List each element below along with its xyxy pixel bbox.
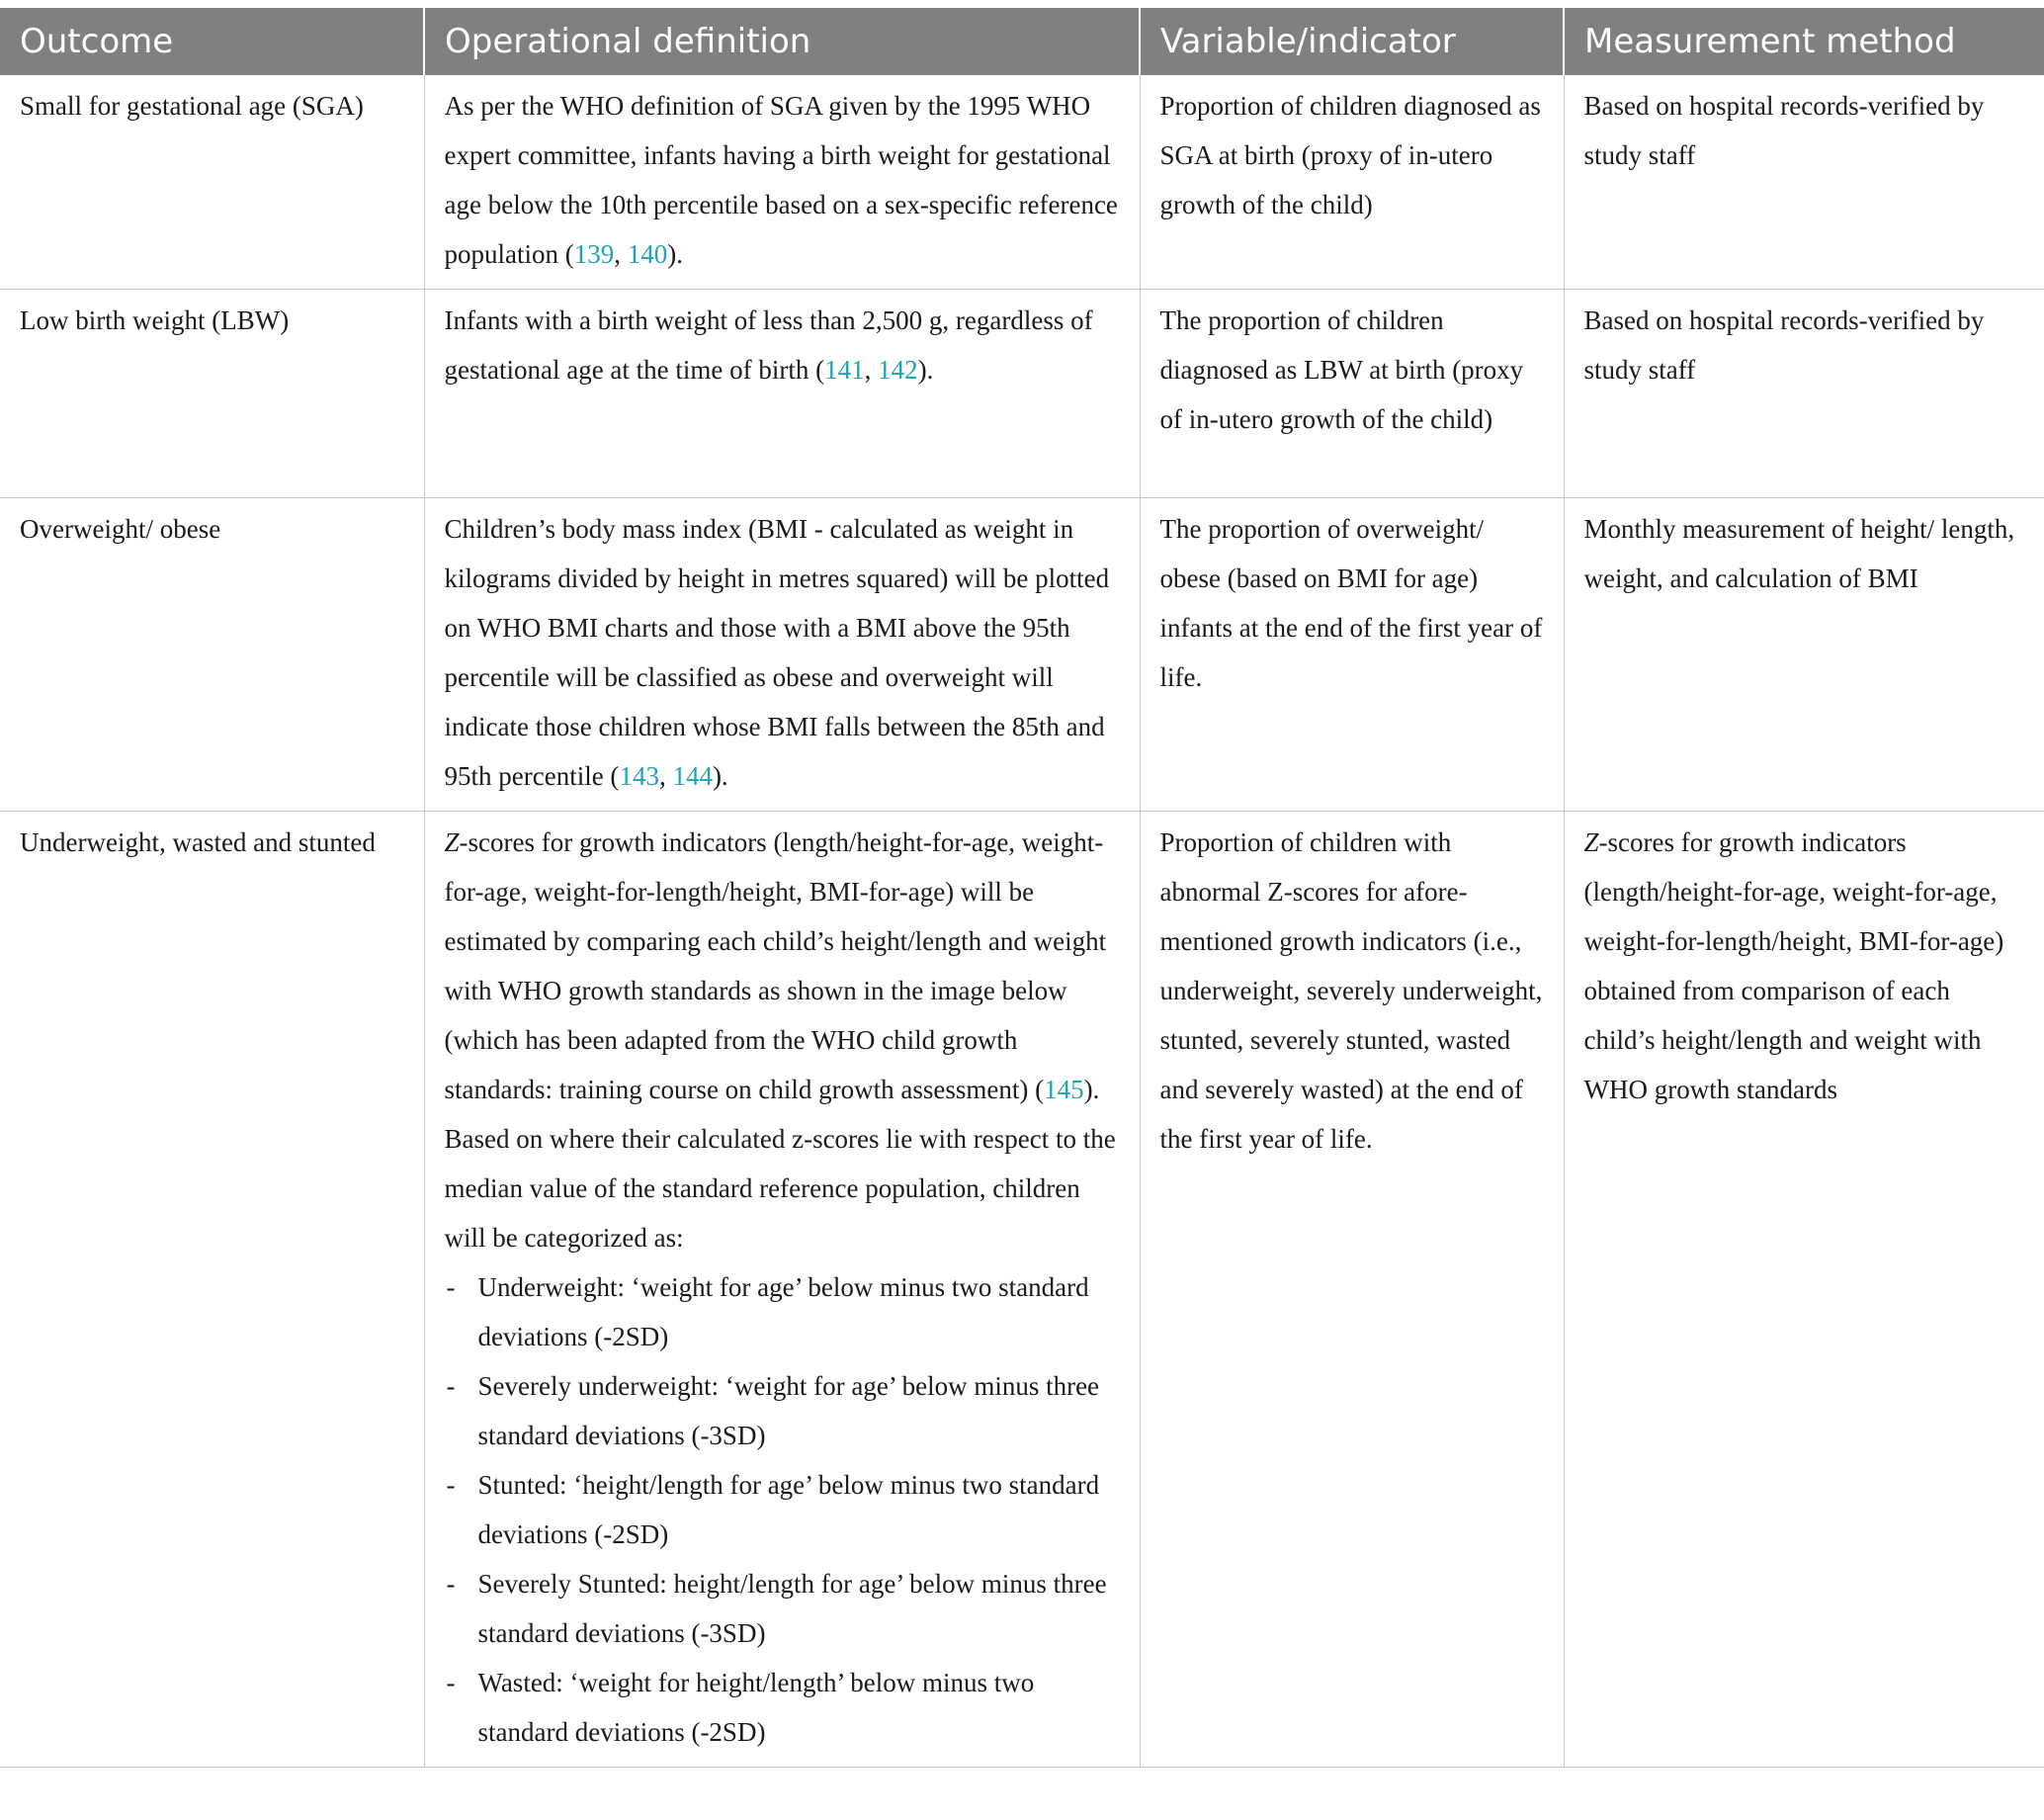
outcomes-table bbox=[0, 8, 2044, 1768]
definition-text: -scores for growth indicators (length/height-for-age, weight-for-age, weight-for-length/height, BMI-for-age) will be estimated by comparing each child’s height/length and weight with WHO growth standards as shown in the image below (which has been adapted from the WHO child growth standards: training course on child growth assessment) ( bbox=[444, 827, 1107, 1104]
list-item: - Severely underweight: ‘weight for age’ below minus three standard deviations (-3SD) bbox=[445, 1361, 1120, 1460]
header-row bbox=[0, 8, 2044, 75]
cell-indicator: The proportion of children diagnosed as LBW at birth (proxy of in-utero growth of the child) bbox=[1140, 290, 1564, 498]
header-operational-definition: Operational definition bbox=[424, 8, 1140, 75]
table-body bbox=[0, 75, 2044, 1768]
reference-link[interactable]: 141 bbox=[824, 355, 865, 385]
cell-definition bbox=[424, 812, 1140, 1768]
table-header bbox=[0, 8, 2044, 75]
z-symbol: Z bbox=[1583, 827, 1599, 857]
header-measurement-method: Measurement method bbox=[1564, 8, 2044, 75]
reference-separator: , bbox=[864, 355, 879, 385]
category-list bbox=[445, 1262, 1120, 1757]
definition-end: ). bbox=[917, 355, 934, 385]
table-row bbox=[0, 75, 2044, 290]
cell-definition bbox=[424, 498, 1140, 812]
cell-outcome: Underweight, wasted and stunted bbox=[0, 812, 424, 1768]
reference-separator: , bbox=[658, 761, 673, 791]
cell-method bbox=[1564, 812, 2044, 1768]
reference-separator: , bbox=[614, 239, 628, 269]
cell-method: Based on hospital records-verified by study staff bbox=[1564, 75, 2044, 290]
cell-outcome: Small for gestational age (SGA) bbox=[0, 75, 424, 290]
cell-definition bbox=[424, 290, 1140, 498]
header-variable-indicator: Variable/indicator bbox=[1140, 8, 1564, 75]
cell-outcome: Low birth weight (LBW) bbox=[0, 290, 424, 498]
definition-text: As per the WHO definition of SGA given by the 1995 WHO expert committee, infants having a birth weight for gestational age below the 10th percentile based on a sex-specific reference population ( bbox=[444, 91, 1118, 269]
table-row bbox=[0, 290, 2044, 498]
reference-link[interactable]: 143 bbox=[619, 761, 659, 791]
reference-link[interactable]: 140 bbox=[627, 239, 668, 269]
cell-definition bbox=[424, 75, 1140, 290]
reference-link[interactable]: 145 bbox=[1044, 1075, 1084, 1104]
cell-indicator: The proportion of overweight/ obese (based on BMI for age) infants at the end of the first year of life. bbox=[1140, 498, 1564, 812]
cell-indicator: Proportion of children diagnosed as SGA at birth (proxy of in-utero growth of the child) bbox=[1140, 75, 1564, 290]
list-item: - Wasted: ‘weight for height/length’ below minus two standard deviations (-2SD) bbox=[445, 1658, 1120, 1757]
reference-link[interactable]: 139 bbox=[573, 239, 615, 269]
cell-method: Monthly measurement of height/ length, weight, and calculation of BMI bbox=[1564, 498, 2044, 812]
cell-indicator: Proportion of children with abnormal Z-scores for afore-mentioned growth indicators (i.e., underweight, severely underweight, stunted, severely stunted, wasted and severely wasted) at the end of the first year of life. bbox=[1140, 812, 1564, 1768]
list-item: - Underweight: ‘weight for age’ below minus two standard deviations (-2SD) bbox=[445, 1262, 1120, 1361]
definition-end: ). bbox=[667, 239, 683, 269]
table-row bbox=[0, 498, 2044, 812]
list-item: - Severely Stunted: height/length for age’ below minus three standard deviations (-3SD) bbox=[445, 1559, 1120, 1658]
definition-text: Infants with a birth weight of less than 2,500 g, regardless of gestational age at the time of birth ( bbox=[444, 305, 1093, 385]
list-item: - Stunted: ‘height/length for age’ below minus two standard deviations (-2SD) bbox=[445, 1460, 1120, 1559]
reference-link[interactable]: 142 bbox=[878, 355, 918, 385]
cell-method: Based on hospital records-verified by study staff bbox=[1564, 290, 2044, 498]
reference-link[interactable]: 144 bbox=[672, 761, 713, 791]
definition-text-continued: ). Based on where their calculated z-scores lie with respect to the median value of the standard reference population, children will be categorized as: bbox=[444, 1075, 1116, 1253]
definition-end: ). bbox=[712, 761, 728, 791]
header-outcome: Outcome bbox=[0, 8, 424, 75]
table-row bbox=[0, 812, 2044, 1768]
z-symbol: Z bbox=[444, 827, 460, 857]
definition-text: Children’s body mass index (BMI - calculated as weight in kilograms divided by height in metres squared) will be plotted on WHO BMI charts and those with a BMI above the 95th percentile will be classified as obese and overweight will indicate those children whose BMI falls between the 85th and 95th percentile ( bbox=[444, 514, 1110, 791]
cell-outcome: Overweight/ obese bbox=[0, 498, 424, 812]
method-text: -scores for growth indicators (length/height-for-age, weight-for-age, weight-for-length/height, BMI-for-age) obtained from comparison of each child’s height/length and weight with WHO growth standards bbox=[1583, 827, 2004, 1104]
